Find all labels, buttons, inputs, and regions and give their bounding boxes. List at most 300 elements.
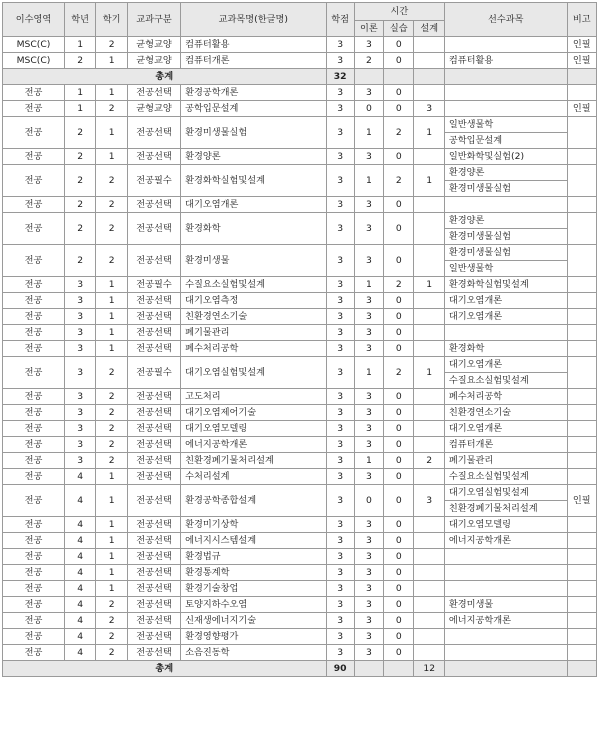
- theory-cell: 3: [354, 197, 383, 213]
- year-cell: 2: [64, 53, 95, 69]
- practice-cell: 0: [384, 549, 414, 565]
- semester-cell: 2: [96, 101, 127, 117]
- semester-cell: 2: [96, 613, 127, 629]
- design-cell: [414, 613, 444, 629]
- table-row: [3, 405, 597, 421]
- area-cell: 전공: [3, 405, 65, 421]
- prereq-cell: [444, 37, 567, 53]
- category-cell: 전공선택: [127, 533, 180, 549]
- credits-cell: 3: [326, 277, 354, 293]
- year-cell: 4: [64, 629, 95, 645]
- credits-cell: 3: [326, 341, 354, 357]
- credits-cell: 3: [326, 165, 354, 197]
- semester-cell: 1: [96, 53, 127, 69]
- table-row: [3, 165, 597, 181]
- area-cell: 전공: [3, 629, 65, 645]
- note-cell: [567, 421, 596, 437]
- design-cell: 1: [414, 165, 444, 197]
- semester-cell: 2: [96, 437, 127, 453]
- category-cell: 전공선택: [127, 565, 180, 581]
- category-cell: 전공선택: [127, 325, 180, 341]
- prereq-cell: 환경화학: [444, 341, 567, 357]
- area-cell: 전공: [3, 453, 65, 469]
- theory-cell: 3: [354, 517, 383, 533]
- prereq-cell: 일반생물학: [444, 261, 567, 277]
- note-cell: [567, 565, 596, 581]
- total-note: [567, 661, 596, 677]
- total-theory: [354, 661, 383, 677]
- theory-cell: 3: [354, 565, 383, 581]
- semester-cell: 1: [96, 549, 127, 565]
- table-row: [3, 613, 597, 629]
- year-cell: 4: [64, 565, 95, 581]
- design-cell: [414, 325, 444, 341]
- theory-cell: 3: [354, 533, 383, 549]
- course-name-cell: 폐수처리공학: [181, 341, 327, 357]
- credits-cell: 3: [326, 517, 354, 533]
- design-cell: [414, 549, 444, 565]
- practice-cell: 0: [384, 517, 414, 533]
- prereq-cell: 대기오염모델링: [444, 517, 567, 533]
- prereq-cell: [444, 565, 567, 581]
- course-name-cell: 대기오염제어기술: [181, 405, 327, 421]
- design-cell: [414, 149, 444, 165]
- semester-cell: 2: [96, 197, 127, 213]
- theory-cell: 1: [354, 117, 383, 149]
- year-cell: 4: [64, 517, 95, 533]
- prereq-cell: 수질요소실험및설계: [444, 469, 567, 485]
- total-prereq: [444, 661, 567, 677]
- course-name-cell: 신재생에너지기술: [181, 613, 327, 629]
- table-row: [3, 341, 597, 357]
- table-row: [3, 245, 597, 261]
- practice-cell: 0: [384, 453, 414, 469]
- design-cell: [414, 405, 444, 421]
- area-cell: 전공: [3, 645, 65, 661]
- semester-cell: 2: [96, 389, 127, 405]
- table-row: [3, 421, 597, 437]
- prereq-cell: [444, 645, 567, 661]
- category-cell: 전공선택: [127, 341, 180, 357]
- semester-cell: 2: [96, 357, 127, 389]
- practice-cell: 0: [384, 213, 414, 245]
- practice-cell: 0: [384, 581, 414, 597]
- semester-cell: 1: [96, 85, 127, 101]
- design-cell: [414, 213, 444, 245]
- total-label: 총계: [3, 69, 327, 85]
- design-cell: [414, 645, 444, 661]
- course-name-cell: 컴퓨터개론: [181, 53, 327, 69]
- semester-cell: 1: [96, 293, 127, 309]
- semester-cell: 2: [96, 645, 127, 661]
- table-row: [3, 389, 597, 405]
- credits-cell: 3: [326, 37, 354, 53]
- prereq-cell: 컴퓨터활용: [444, 53, 567, 69]
- category-cell: 전공선택: [127, 85, 180, 101]
- total-design: [414, 69, 444, 85]
- total-note: [567, 69, 596, 85]
- note-cell: 인필: [567, 37, 596, 53]
- course-name-cell: 대기오염실험및설계: [181, 357, 327, 389]
- table-row: [3, 453, 597, 469]
- year-cell: 2: [64, 117, 95, 149]
- table-body: [3, 37, 597, 677]
- header-note: 비고: [567, 3, 596, 37]
- course-name-cell: 환경미기상학: [181, 517, 327, 533]
- theory-cell: 3: [354, 629, 383, 645]
- table-row: [3, 357, 597, 373]
- header-prereq: 선수과목: [444, 3, 567, 37]
- design-cell: [414, 517, 444, 533]
- area-cell: MSC(C): [3, 53, 65, 69]
- design-cell: [414, 437, 444, 453]
- prereq-cell: 폐수처리공학: [444, 389, 567, 405]
- design-cell: [414, 565, 444, 581]
- course-name-cell: 컴퓨터활용: [181, 37, 327, 53]
- theory-cell: 3: [354, 645, 383, 661]
- table-row: [3, 37, 597, 53]
- course-name-cell: 토양지하수오염: [181, 597, 327, 613]
- area-cell: 전공: [3, 437, 65, 453]
- year-cell: 3: [64, 421, 95, 437]
- prereq-cell: 에너지공학개론: [444, 613, 567, 629]
- category-cell: 전공필수: [127, 357, 180, 389]
- year-cell: 3: [64, 341, 95, 357]
- practice-cell: 0: [384, 405, 414, 421]
- note-cell: [567, 613, 596, 629]
- year-cell: 4: [64, 645, 95, 661]
- design-cell: 2: [414, 453, 444, 469]
- category-cell: 전공선택: [127, 597, 180, 613]
- course-name-cell: 대기오염개론: [181, 197, 327, 213]
- table-row: [3, 101, 597, 117]
- practice-cell: 2: [384, 277, 414, 293]
- credits-cell: 3: [326, 469, 354, 485]
- area-cell: 전공: [3, 341, 65, 357]
- theory-cell: 3: [354, 469, 383, 485]
- theory-cell: 1: [354, 453, 383, 469]
- semester-cell: 1: [96, 581, 127, 597]
- category-cell: 전공선택: [127, 469, 180, 485]
- area-cell: 전공: [3, 85, 65, 101]
- semester-cell: 2: [96, 421, 127, 437]
- category-cell: 전공선택: [127, 485, 180, 517]
- course-name-cell: 환경기술창업: [181, 581, 327, 597]
- table-row: [3, 85, 597, 101]
- category-cell: 전공선택: [127, 389, 180, 405]
- design-cell: [414, 197, 444, 213]
- area-cell: 전공: [3, 213, 65, 245]
- credits-cell: 3: [326, 197, 354, 213]
- category-cell: 전공선택: [127, 437, 180, 453]
- design-cell: [414, 53, 444, 69]
- category-cell: 전공선택: [127, 213, 180, 245]
- header-credits: 학점: [326, 3, 354, 37]
- area-cell: 전공: [3, 421, 65, 437]
- design-cell: [414, 37, 444, 53]
- practice-cell: 2: [384, 117, 414, 149]
- course-name-cell: 수질요소실험및설계: [181, 277, 327, 293]
- area-cell: 전공: [3, 197, 65, 213]
- theory-cell: 3: [354, 245, 383, 277]
- table-row: [3, 293, 597, 309]
- theory-cell: 3: [354, 309, 383, 325]
- semester-cell: 2: [96, 165, 127, 197]
- header-hours: 시간: [354, 3, 444, 21]
- design-cell: 1: [414, 357, 444, 389]
- design-cell: [414, 245, 444, 277]
- area-cell: 전공: [3, 309, 65, 325]
- credits-cell: 3: [326, 117, 354, 149]
- credits-cell: 3: [326, 405, 354, 421]
- header-theory: 이론: [354, 21, 383, 37]
- note-cell: [567, 325, 596, 341]
- area-cell: 전공: [3, 581, 65, 597]
- design-cell: [414, 341, 444, 357]
- theory-cell: 3: [354, 421, 383, 437]
- table-row: [3, 149, 597, 165]
- note-cell: [567, 341, 596, 357]
- prereq-cell: 환경미생물실험: [444, 229, 567, 245]
- semester-cell: 2: [96, 453, 127, 469]
- header-category: 교과구분: [127, 3, 180, 37]
- note-cell: 인필: [567, 101, 596, 117]
- prereq-cell: 공학입문설계: [444, 133, 567, 149]
- credits-cell: 3: [326, 213, 354, 245]
- table-row: [3, 629, 597, 645]
- total-credits: 90: [326, 661, 354, 677]
- course-name-cell: 친환경연소기술: [181, 309, 327, 325]
- category-cell: 전공선택: [127, 309, 180, 325]
- note-cell: 인필: [567, 53, 596, 69]
- theory-cell: 3: [354, 437, 383, 453]
- table-row: [3, 213, 597, 229]
- theory-cell: 3: [354, 597, 383, 613]
- theory-cell: 3: [354, 341, 383, 357]
- table-row: [3, 517, 597, 533]
- table-row: [3, 309, 597, 325]
- note-cell: [567, 389, 596, 405]
- header-year: 학년: [64, 3, 95, 37]
- total-practice: [384, 661, 414, 677]
- practice-cell: 0: [384, 293, 414, 309]
- course-name-cell: 공학입문설계: [181, 101, 327, 117]
- note-cell: [567, 469, 596, 485]
- prereq-cell: [444, 197, 567, 213]
- category-cell: 전공선택: [127, 581, 180, 597]
- year-cell: 2: [64, 165, 95, 197]
- year-cell: 2: [64, 149, 95, 165]
- practice-cell: 0: [384, 469, 414, 485]
- area-cell: 전공: [3, 149, 65, 165]
- theory-cell: 3: [354, 325, 383, 341]
- note-cell: [567, 85, 596, 101]
- note-cell: [567, 581, 596, 597]
- area-cell: 전공: [3, 293, 65, 309]
- practice-cell: 0: [384, 485, 414, 517]
- category-cell: 전공선택: [127, 421, 180, 437]
- credits-cell: 3: [326, 485, 354, 517]
- credits-cell: 3: [326, 629, 354, 645]
- area-cell: 전공: [3, 101, 65, 117]
- course-name-cell: 환경양론: [181, 149, 327, 165]
- course-name-cell: 에너지시스템설계: [181, 533, 327, 549]
- area-cell: 전공: [3, 549, 65, 565]
- note-cell: [567, 277, 596, 293]
- note-cell: [567, 197, 596, 213]
- prereq-cell: [444, 85, 567, 101]
- course-name-cell: 대기오염모델링: [181, 421, 327, 437]
- design-cell: [414, 421, 444, 437]
- practice-cell: 0: [384, 437, 414, 453]
- semester-cell: 1: [96, 485, 127, 517]
- design-cell: 3: [414, 101, 444, 117]
- course-name-cell: 환경미생물: [181, 245, 327, 277]
- credits-cell: 3: [326, 565, 354, 581]
- area-cell: MSC(C): [3, 37, 65, 53]
- course-name-cell: 에너지공학개론: [181, 437, 327, 453]
- credits-cell: 3: [326, 101, 354, 117]
- year-cell: 4: [64, 581, 95, 597]
- course-name-cell: 대기오염측정: [181, 293, 327, 309]
- course-name-cell: 소음진동학: [181, 645, 327, 661]
- course-name-cell: 환경통계학: [181, 565, 327, 581]
- semester-cell: 1: [96, 341, 127, 357]
- area-cell: 전공: [3, 469, 65, 485]
- area-cell: 전공: [3, 325, 65, 341]
- table-row: [3, 645, 597, 661]
- semester-cell: 1: [96, 149, 127, 165]
- area-cell: 전공: [3, 117, 65, 149]
- table-header: [3, 3, 597, 37]
- year-cell: 2: [64, 245, 95, 277]
- practice-cell: 0: [384, 533, 414, 549]
- practice-cell: 0: [384, 37, 414, 53]
- course-name-cell: 환경화학실험및설계: [181, 165, 327, 197]
- year-cell: 4: [64, 469, 95, 485]
- prereq-cell: 환경양론: [444, 213, 567, 229]
- credits-cell: 3: [326, 581, 354, 597]
- category-cell: 전공선택: [127, 453, 180, 469]
- semester-cell: 1: [96, 325, 127, 341]
- year-cell: 3: [64, 405, 95, 421]
- credits-cell: 3: [326, 613, 354, 629]
- prereq-cell: 환경미생물실험: [444, 181, 567, 197]
- practice-cell: 2: [384, 357, 414, 389]
- theory-cell: 3: [354, 549, 383, 565]
- category-cell: 균형교양: [127, 53, 180, 69]
- prereq-cell: 일반화학및실험(2): [444, 149, 567, 165]
- note-cell: [567, 453, 596, 469]
- credits-cell: 3: [326, 53, 354, 69]
- prereq-cell: 컴퓨터개론: [444, 437, 567, 453]
- table-row: [3, 197, 597, 213]
- total-label: 총계: [3, 661, 327, 677]
- category-cell: 전공선택: [127, 645, 180, 661]
- table-row: [3, 485, 597, 501]
- year-cell: 4: [64, 549, 95, 565]
- design-cell: 1: [414, 277, 444, 293]
- year-cell: 3: [64, 453, 95, 469]
- total-theory: [354, 69, 383, 85]
- prereq-cell: 친환경폐기물처리설계: [444, 501, 567, 517]
- course-name-cell: 폐기물관리: [181, 325, 327, 341]
- note-cell: [567, 357, 596, 389]
- area-cell: 전공: [3, 485, 65, 517]
- note-cell: [567, 645, 596, 661]
- header-semester: 학기: [96, 3, 127, 37]
- credits-cell: 3: [326, 309, 354, 325]
- theory-cell: 3: [354, 405, 383, 421]
- practice-cell: 0: [384, 645, 414, 661]
- note-cell: [567, 517, 596, 533]
- practice-cell: 0: [384, 101, 414, 117]
- practice-cell: 0: [384, 613, 414, 629]
- note-cell: [567, 437, 596, 453]
- table-row: [3, 565, 597, 581]
- course-name-cell: 환경법규: [181, 549, 327, 565]
- year-cell: 3: [64, 277, 95, 293]
- semester-cell: 1: [96, 517, 127, 533]
- note-cell: [567, 117, 596, 149]
- category-cell: 균형교양: [127, 101, 180, 117]
- theory-cell: 0: [354, 101, 383, 117]
- table-row: [3, 325, 597, 341]
- design-cell: [414, 533, 444, 549]
- year-cell: 3: [64, 293, 95, 309]
- area-cell: 전공: [3, 357, 65, 389]
- theory-cell: 3: [354, 85, 383, 101]
- table-row: [3, 469, 597, 485]
- year-cell: 1: [64, 37, 95, 53]
- note-cell: [567, 293, 596, 309]
- category-cell: 균형교양: [127, 37, 180, 53]
- semester-cell: 2: [96, 245, 127, 277]
- semester-cell: 2: [96, 405, 127, 421]
- prereq-cell: 대기오염개론: [444, 293, 567, 309]
- year-cell: 1: [64, 101, 95, 117]
- total-prereq: [444, 69, 567, 85]
- design-cell: [414, 469, 444, 485]
- practice-cell: 0: [384, 341, 414, 357]
- note-cell: [567, 533, 596, 549]
- header-practice: 실습: [384, 21, 414, 37]
- note-cell: [567, 405, 596, 421]
- practice-cell: 0: [384, 629, 414, 645]
- credits-cell: 3: [326, 421, 354, 437]
- year-cell: 4: [64, 613, 95, 629]
- prereq-cell: 대기오염개론: [444, 357, 567, 373]
- credits-cell: 3: [326, 245, 354, 277]
- semester-cell: 2: [96, 37, 127, 53]
- practice-cell: 0: [384, 53, 414, 69]
- theory-cell: 3: [354, 389, 383, 405]
- semester-cell: 2: [96, 213, 127, 245]
- table-row: [3, 53, 597, 69]
- note-cell: [567, 549, 596, 565]
- theory-cell: 3: [354, 213, 383, 245]
- prereq-cell: [444, 101, 567, 117]
- category-cell: 전공선택: [127, 149, 180, 165]
- header-area: 이수영역: [3, 3, 65, 37]
- practice-cell: 0: [384, 389, 414, 405]
- year-cell: 2: [64, 213, 95, 245]
- credits-cell: 3: [326, 149, 354, 165]
- year-cell: 2: [64, 197, 95, 213]
- course-name-cell: 친환경폐기물처리설계: [181, 453, 327, 469]
- category-cell: 전공선택: [127, 629, 180, 645]
- prereq-cell: [444, 325, 567, 341]
